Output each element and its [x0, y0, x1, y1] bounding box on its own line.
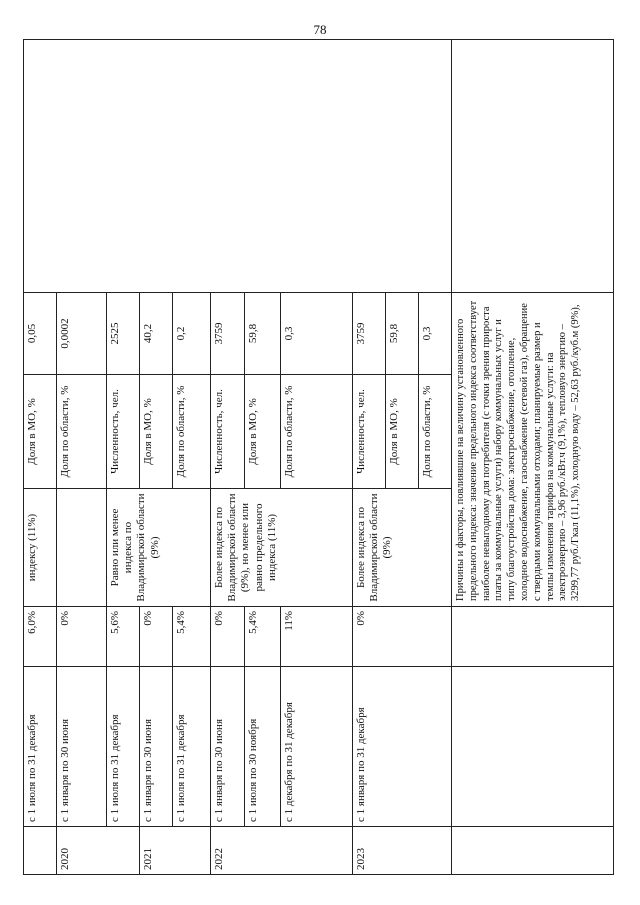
blank-cell [452, 40, 614, 293]
year-cell: 2021 [140, 827, 211, 875]
period-cell: с 1 января по 30 июня [140, 667, 173, 827]
empty-cell [452, 607, 614, 667]
value-cell: 40,2 [140, 293, 173, 375]
pct-cell: 11% [281, 607, 353, 667]
tariff-index-table [23, 39, 614, 875]
metric-cell: Доля по области, % [57, 375, 107, 489]
year-cell: 2022 [211, 827, 353, 875]
blank-cell [24, 40, 452, 293]
table-row [24, 40, 57, 875]
year-cell: 2020 [57, 827, 140, 875]
pct-cell: 0% [140, 607, 173, 667]
condition-cell: индексу (11%) [24, 489, 57, 607]
pct-cell: 5,6% [107, 607, 140, 667]
metric-cell: Численность, чел. [353, 375, 386, 489]
pct-cell: 0% [353, 607, 452, 667]
condition-cell: Более индекса по Владимирской области (9%) [353, 489, 452, 607]
value-cell: 2525 [107, 293, 140, 375]
year-cell [24, 827, 57, 875]
condition-cell: Равно или менее индекса по Владимирской области (9%) [107, 489, 211, 607]
value-cell: 0,3 [281, 293, 353, 375]
pct-cell: 6,0% [24, 607, 57, 667]
table-row [452, 40, 614, 875]
value-cell: 3759 [353, 293, 386, 375]
metric-cell: Доля в МО, % [140, 375, 173, 489]
empty-cell [452, 827, 614, 875]
period-cell: с 1 июля по 31 декабря [107, 667, 140, 827]
period-cell: с 1 июля по 30 ноября [245, 667, 281, 827]
metric-cell: Доля в МО, % [245, 375, 281, 489]
value-cell: 0,2 [173, 293, 211, 375]
period-cell: с 1 января по 31 декабря [353, 667, 452, 827]
period-cell: с 1 июля по 31 декабря [173, 667, 211, 827]
metric-cell: Численность, чел. [211, 375, 245, 489]
metric-cell: Доля по области, % [281, 375, 353, 489]
factors-note: Причины и факторы, повлиявшие на величину установленного предельного индекса: значение предельного индекса соответствует наиболее невыгодному для потребителя (с точки зрения прироста платы за коммунальные услуги) набору коммунальных услуг и типу благоустройства дома: электроснабжение, отопление, холодное водоснабжение, газоснабжение (сетевой газ), обращение с твердыми коммунальными отходами; планируемые размер и темпы изменения тарифов на коммунальные услуги: на электроэнергию – 3,96 руб./кВт.ч (9,1%), тепловую энергию – 3299,77 руб./Гкал (11,1%), холодную воду – 52,63 руб./куб.м (9%), [452, 293, 614, 607]
value-cell: 59,8 [386, 293, 419, 375]
metric-cell: Численность, чел. [107, 375, 140, 489]
year-cell: 2023 [353, 827, 452, 875]
empty-cell [452, 667, 614, 827]
metric-cell: Доля по области, % [173, 375, 211, 489]
value-cell: 59,8 [245, 293, 281, 375]
period-cell: с 1 декабря по 31 декабря [281, 667, 353, 827]
condition-cell: Более индекса по Владимирской области (9%), но менее или равно предельного индекса (11%) [211, 489, 353, 607]
pct-cell: 5,4% [245, 607, 281, 667]
page-number: 78 [313, 22, 327, 37]
period-cell: с 1 января по 30 июня [57, 667, 107, 827]
pct-cell: 5,4% [173, 607, 211, 667]
pct-cell: 0% [57, 607, 107, 667]
value-cell: 0,05 [24, 293, 57, 375]
metric-cell: Доля в МО, % [386, 375, 419, 489]
value-cell: 0,3 [419, 293, 452, 375]
period-cell: с 1 июля по 31 декабря [24, 667, 57, 827]
value-cell: 3759 [211, 293, 245, 375]
pct-cell: 0% [211, 607, 245, 667]
period-cell: с 1 января по 30 июня [211, 667, 245, 827]
rotated-table-wrapper [23, 40, 583, 875]
value-cell: 0,0002 [57, 293, 107, 375]
condition-cell [57, 489, 107, 607]
metric-cell: Доля в МО, % [24, 375, 57, 489]
metric-cell: Доля по области, % [419, 375, 452, 489]
